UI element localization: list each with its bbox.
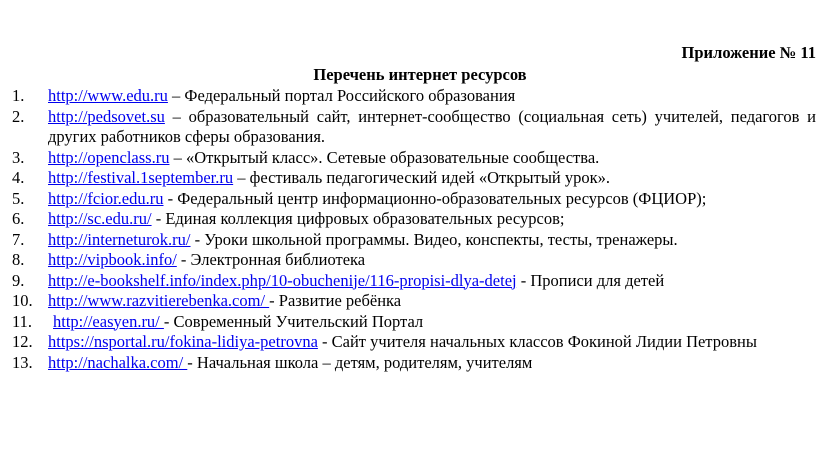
resource-link[interactable]: http://www.edu.ru [48, 86, 168, 105]
item-number: 8. [12, 250, 25, 269]
list-item [12, 312, 816, 333]
resource-list [12, 86, 816, 373]
list-item [12, 209, 816, 230]
item-description: – «Открытый класс». Сетевые образовательные сообщества. [169, 147, 600, 167]
resource-link[interactable]: http://fcior.edu.ru [48, 188, 164, 208]
item-number: 9. [12, 270, 25, 290]
item-description: – фестиваль педагогический идей «Открытый урок». [233, 168, 610, 187]
item-number: 6. [12, 209, 25, 228]
list-item [12, 291, 816, 312]
item-description: - Единая коллекция цифровых образовательных ресурсов; [151, 209, 565, 228]
resource-link[interactable]: http://easyen.ru/ [53, 311, 164, 331]
resource-link[interactable]: http://pedsovet.su [48, 106, 165, 126]
item-description: - Развитие ребёнка [269, 291, 402, 310]
item-number: 13. [12, 352, 33, 372]
item-number: 4. [12, 168, 25, 187]
item-description: - Федеральный центр информационно-образовательных ресурсов (ФЦИОР); [163, 188, 707, 208]
list-item [12, 107, 816, 148]
resource-link[interactable]: http://e-bookshelf.info/index.php/10-obuchenije/116-propisi-dlya-detej [48, 270, 517, 290]
resource-link[interactable]: http://nachalka.com/ [48, 352, 188, 372]
page-title: Перечень интернет ресурсов [313, 65, 527, 84]
item-number: 2. [12, 106, 25, 126]
list-item [12, 353, 816, 374]
list-item [12, 86, 816, 107]
list-item [12, 168, 816, 189]
resource-link[interactable]: http://festival.1september.ru [48, 168, 234, 187]
list-item [12, 332, 816, 353]
resource-link[interactable]: http://interneturok.ru/ [48, 229, 191, 249]
list-item [12, 189, 816, 210]
item-description: - Современный Учительский Портал [163, 311, 424, 331]
resource-link[interactable]: http://sc.edu.ru/ [48, 209, 152, 228]
item-number: 12. [12, 332, 33, 351]
item-description: - Уроки школьной программы. Видео, конспекты, тесты, тренажеры. [190, 229, 678, 249]
item-number: 3. [12, 147, 25, 167]
list-item [12, 148, 816, 169]
item-number: 5. [12, 188, 25, 208]
item-description: - Сайт учителя начальных классов Фокиной Лидии Петровны [317, 332, 757, 351]
item-description: – образовательный сайт, интернет-сообщество (социальная сеть) учителей, педагогов и других работников сферы образования. [48, 106, 816, 146]
list-item [12, 230, 816, 251]
appendix-label: Приложение № 11 [681, 43, 816, 62]
resource-link[interactable]: http://www.razvitierebenka.com/ [48, 291, 270, 310]
item-description: – Федеральный портал Российского образования [167, 86, 516, 105]
item-description: - Электронная библиотека [176, 250, 366, 269]
item-number: 7. [12, 229, 25, 249]
item-number: 11. [12, 311, 33, 331]
item-number: 10. [12, 291, 33, 310]
item-description: - Начальная школа – детям, родителям, учителям [187, 352, 533, 372]
resource-link[interactable]: http://vipbook.info/ [48, 250, 177, 269]
list-item [12, 271, 816, 292]
item-description: - Прописи для детей [516, 270, 665, 290]
list-item [12, 250, 816, 271]
resource-link[interactable]: https://nsportal.ru/fokina-lidiya-petrovna [48, 332, 318, 351]
resource-link[interactable]: http://openclass.ru [48, 147, 170, 167]
item-number: 1. [12, 86, 25, 105]
